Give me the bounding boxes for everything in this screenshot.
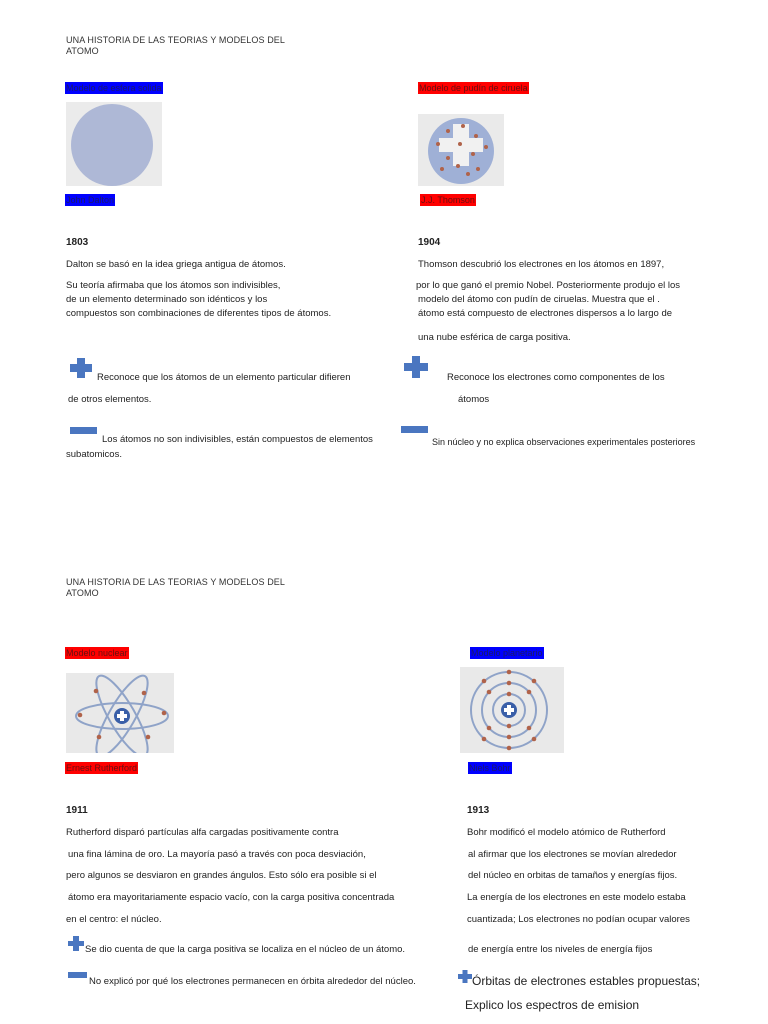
paragraph-line: La energía de los electrones en este modelo estaba — [467, 892, 686, 903]
year-1911: 1911 — [66, 805, 88, 816]
year-1913: 1913 — [467, 805, 490, 816]
paragraph-line: por lo que ganó el premio Nobel. Posteriormente produjo el los — [416, 280, 681, 291]
paragraph: Thomson descubrió los electrones en los átomos en 1897, — [418, 259, 665, 270]
pro-text: de otros elementos. — [68, 394, 152, 405]
paragraph-line: del núcleo en orbitas de tamaños y energías fijos. — [468, 870, 678, 881]
planetary-model-image — [460, 667, 564, 753]
model-label-planetary: Modelo planetario — [471, 648, 543, 658]
year-1904: 1904 — [418, 237, 441, 248]
plus-icon — [458, 970, 472, 983]
header-line: UNA HISTORIA DE LAS TEORIAS Y MODELOS DEL — [66, 35, 286, 45]
header-line: ATOMO — [66, 46, 99, 56]
plum-pudding-image — [418, 114, 504, 186]
paragraph-line: en el centro: el núcleo. — [66, 914, 162, 925]
pro-text: Se dio cuenta de que la carga positiva se localiza en el núcleo de un átomo. — [85, 944, 406, 955]
scientist-label-bohr: Niels Bohr — [469, 763, 511, 773]
paragraph-line: compuestos son combinaciones de diferentes tipos de átomos. — [66, 308, 332, 319]
paragraph-line: cuantizada; Los electrones no podían ocupar valores — [467, 914, 690, 925]
paragraph-line: Bohr modificó el modelo atómico de Rutherford — [467, 827, 666, 838]
minus-icon — [401, 426, 428, 433]
plus-icon — [70, 358, 92, 378]
paragraph-line: pero algunos se desviaron en grandes ángulos. Esto sólo era posible si el — [66, 870, 377, 881]
plus-icon — [404, 356, 428, 378]
page-header — [66, 35, 285, 57]
minus-icon — [70, 427, 97, 434]
scientist-label-rutherford: Ernest Rutherford — [66, 763, 138, 773]
paragraph-line: de un elemento determinado son idénticos y los — [66, 294, 268, 305]
model-label-solid-sphere: Modelo de esfera solida — [66, 83, 162, 93]
nuclear-model-image — [66, 673, 174, 753]
pro-text: Reconoce que los átomos de un elemento particular difieren — [97, 372, 351, 383]
con-text: Los átomos no son indivisibles, están compuestos de elementos — [102, 434, 373, 445]
model-label-nuclear: Modelo nuclear — [66, 648, 128, 658]
pro-text: Reconoce los electrones como componentes de los — [447, 372, 665, 383]
page-header — [66, 577, 285, 599]
year-1803: 1803 — [66, 237, 89, 248]
scientist-label-thomson: J.J. Thomson — [421, 195, 475, 205]
model-label-plum-pudding: Modelo de pudín de ciruela — [419, 83, 528, 93]
paragraph: Dalton se basó en la idea griega antigua de átomos. — [66, 259, 286, 270]
paragraph-line: una fina lámina de oro. La mayoría pasó a través con poca desviación, — [68, 849, 366, 860]
pro-text: átomos — [458, 394, 490, 405]
solid-sphere-image — [66, 102, 162, 186]
paragraph-line: una nube esférica de carga positiva. — [418, 332, 571, 343]
scientist-label-dalton: John Dalton — [66, 195, 115, 205]
pro-text: Órbitas de electrones estables propuestas; — [472, 974, 701, 988]
paragraph-line: al afirmar que los electrones se movían alrededor — [468, 849, 677, 860]
con-text: No explicó por qué los electrones permanecen en órbita alrededor del núcleo. — [89, 976, 416, 987]
con-text: subatomicos. — [66, 449, 122, 460]
header-line: UNA HISTORIA DE LAS TEORIAS Y MODELOS DEL — [66, 577, 286, 587]
plus-icon — [68, 936, 84, 951]
paragraph-line: átomo era mayoritariamente espacio vacío, con la carga positiva concentrada — [68, 892, 395, 903]
paragraph-line: Su teoría afirmaba que los átomos son indivisibles, — [66, 280, 281, 291]
paragraph-line: modelo del átomo con pudín de ciruelas. Muestra que el . — [418, 294, 660, 305]
pro-text: Explico los espectros de emision — [465, 998, 640, 1012]
paragraph-line: átomo está compuesto de electrones dispersos a lo largo de — [418, 308, 673, 319]
header-line: ATOMO — [66, 588, 99, 598]
paragraph-line: Rutherford disparó partículas alfa cargadas positivamente contra — [66, 827, 339, 838]
paragraph-line: de energía entre los niveles de energía fijos — [468, 944, 653, 955]
minus-icon — [68, 972, 87, 978]
con-text: Sin núcleo y no explica observaciones experimentales posteriores — [432, 437, 696, 447]
